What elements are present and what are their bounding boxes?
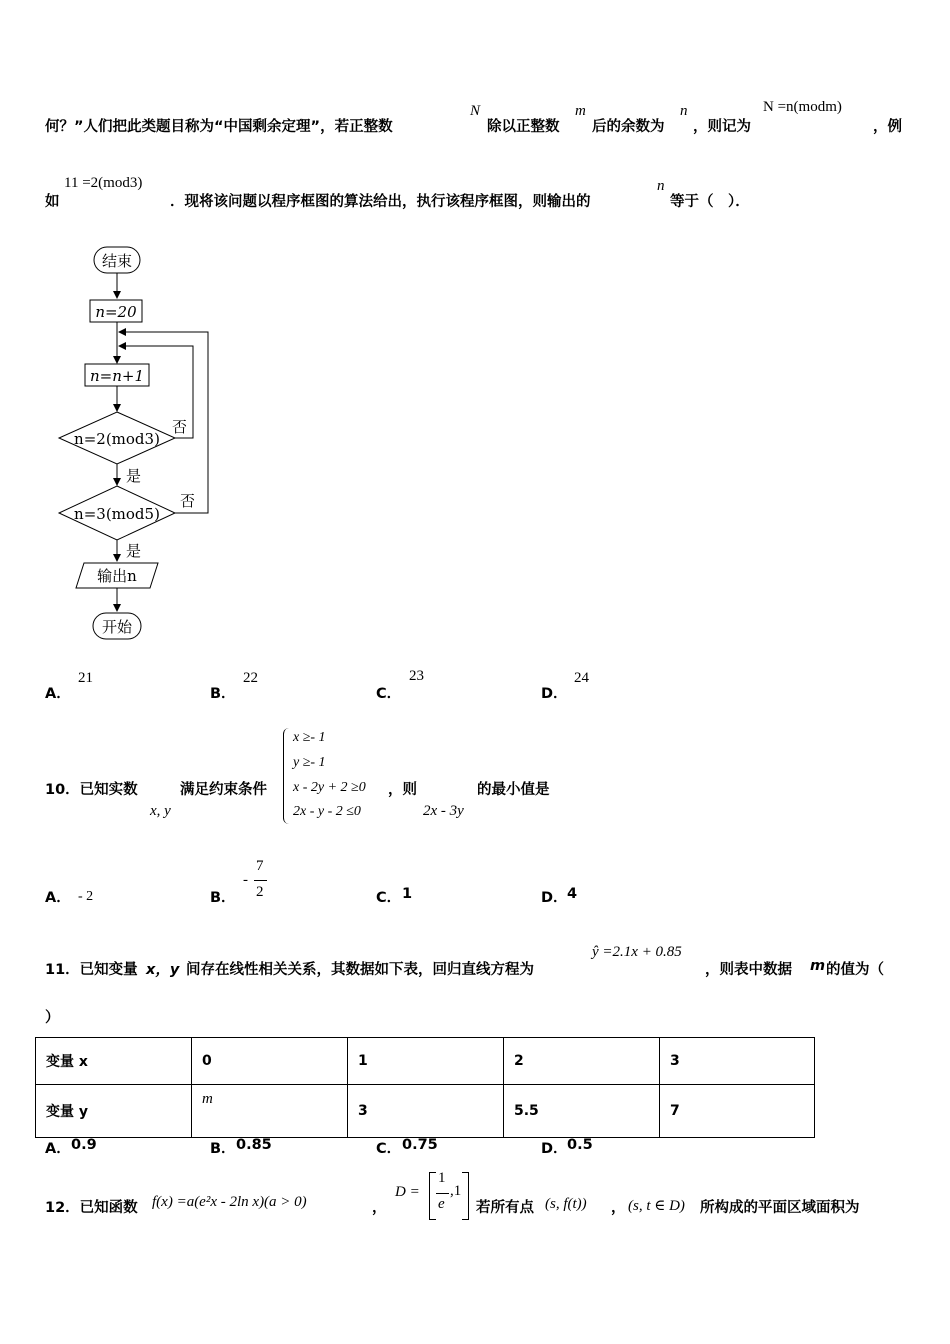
q10-option-b-label: B． <box>210 890 236 906</box>
q10-text-c: ，则 <box>388 782 417 798</box>
table-cell: 变量 x <box>36 1038 192 1085</box>
flow-no2-label: 否 <box>180 492 196 510</box>
q12-domain-den: e <box>438 1196 445 1212</box>
q9-option-a-value: 21 <box>78 670 93 686</box>
q9-line2-text-a: 如 <box>45 194 60 210</box>
q11-data-table <box>35 1037 815 1138</box>
q12-cond: (s, t ∈ D) <box>628 1198 685 1214</box>
q12-func: f(x) =a(e²x - 2ln x)(a > 0) <box>152 1194 307 1210</box>
q12-domain-fraction-bar <box>436 1193 449 1194</box>
q9-option-c-label: C． <box>376 686 402 702</box>
q9-var-n: n <box>680 103 688 119</box>
table-cell: 变量 y <box>36 1085 192 1138</box>
table-cell: 2 <box>504 1038 660 1085</box>
flow-incr-label: n=n+1 <box>89 367 145 385</box>
flow-no1-label: 否 <box>172 418 188 436</box>
q10-text-d: 的最小值是 <box>477 782 550 798</box>
q11-option-d-label: D． <box>541 1141 568 1157</box>
q10-text-b: 满足约束条件 <box>180 782 267 798</box>
q11-option-a-value: 0.9 <box>71 1137 97 1153</box>
q10-brace <box>283 728 290 824</box>
table-cell: 0 <box>192 1038 348 1085</box>
q12-sep: ， <box>372 1200 387 1216</box>
q9-line1-text-a: 何？”人们把此类题目称为“中国剩余定理”，若正整数 <box>45 119 393 135</box>
flow-cond2-label: n=3(mod5) <box>74 505 160 523</box>
q10-option-d-label: D． <box>541 890 568 906</box>
table-cell: 7 <box>660 1085 815 1138</box>
q10-option-a-label: A． <box>45 890 71 906</box>
q10-option-b-den: 2 <box>256 884 264 900</box>
q12-point: (s, f(t)) <box>545 1196 587 1212</box>
q10-constraint-4: 2x - y - 2 ≤0 <box>293 804 361 819</box>
q9-option-b-value: 22 <box>243 670 258 686</box>
q9-line1-text-b: 除以正整数 <box>487 119 560 135</box>
q12-domain-num: 1 <box>438 1170 446 1186</box>
table-cell: m <box>192 1085 348 1138</box>
q12-text-a: 12．已知函数 <box>45 1200 138 1216</box>
q9-var-N: N <box>470 103 481 119</box>
flowchart <box>50 240 230 650</box>
flow-init-label: n=20 <box>95 303 137 321</box>
q10-option-c-label: C． <box>376 890 402 906</box>
q9-line1-text-e: ，例 <box>873 119 902 135</box>
q10-option-d-value: 4 <box>567 886 578 902</box>
q9-formula1: N =n(modm) <box>763 99 842 115</box>
q11-text-c: ，则表中数据 <box>705 962 792 978</box>
q10-option-b-sign: - <box>243 872 248 888</box>
q10-option-b-num: 7 <box>256 858 264 874</box>
flow-yes1-label: 是 <box>126 467 142 485</box>
q9-option-d-value: 24 <box>574 670 589 686</box>
q9-line2-text-c: 等于（ ）． <box>670 194 750 210</box>
q11-option-a-label: A． <box>45 1141 71 1157</box>
q11-text-d: 的值为（ <box>826 962 884 978</box>
q11-option-b-label: B． <box>210 1141 236 1157</box>
q12-domain-b: ,1 <box>450 1183 462 1199</box>
flow-yes2-label: 是 <box>126 542 142 560</box>
q9-option-a-label: A． <box>45 686 71 702</box>
q10-option-a-value: - 2 <box>78 889 94 904</box>
q11-option-c-label: C． <box>376 1141 402 1157</box>
q10-constraint-2: y ≥- 1 <box>293 755 326 770</box>
q11-text-a: 11．已知变量 <box>45 962 138 978</box>
q10-option-b-fraction-bar <box>254 880 267 881</box>
q12-domain-a: D = <box>395 1184 420 1200</box>
q11-option-c-value: 0.75 <box>402 1137 438 1153</box>
q12-right-bracket <box>462 1172 469 1220</box>
q10-option-c-value: 1 <box>402 886 413 902</box>
table-cell: 3 <box>348 1085 504 1138</box>
q9-line1-text-d: ，则记为 <box>693 119 751 135</box>
q9-var-n2: n <box>657 178 665 194</box>
q10-constraint-1: x ≥- 1 <box>293 730 326 745</box>
flow-output-label: 输出n <box>97 567 137 585</box>
q12-sep2: ， <box>611 1200 626 1216</box>
table-row <box>36 1038 815 1085</box>
q9-line2-text-b: ．现将该问题以程序框图的算法给出，执行该程序框图，则输出的 <box>170 194 591 210</box>
flow-end-label: 结束 <box>101 252 133 270</box>
flow-cond1-label: n=2(mod3) <box>74 430 160 448</box>
q9-option-d-label: D． <box>541 686 568 702</box>
q10-constraint-3: x - 2y + 2 ≥0 <box>293 780 366 795</box>
q11-var-m: m <box>810 958 826 974</box>
q10-expr: 2x - 3y <box>423 803 464 819</box>
q11-equation: ŷ =2.1x + 0.85 <box>592 944 682 960</box>
q9-option-b-label: B． <box>210 686 236 702</box>
q12-left-bracket <box>429 1172 436 1220</box>
q9-formula2: 11 =2(mod3) <box>64 175 143 191</box>
table-row <box>36 1085 815 1138</box>
q10-vars: x, y <box>150 803 171 819</box>
q11-text-vars: x，y <box>146 962 180 978</box>
q9-option-c-value: 23 <box>409 668 424 684</box>
q11-text-b: 间存在线性相关关系，其数据如下表，回归直线方程为 <box>186 962 534 978</box>
q11-option-b-value: 0.85 <box>236 1137 272 1153</box>
table-cell: 5.5 <box>504 1085 660 1138</box>
q9-var-m: m <box>575 103 586 119</box>
q12-text-c: 所构成的平面区域面积为 <box>700 1200 860 1216</box>
q11-text-e: ） <box>45 1010 60 1026</box>
q12-text-b: 若所有点 <box>476 1200 534 1216</box>
table-cell: 3 <box>660 1038 815 1085</box>
flow-start-label: 开始 <box>101 618 133 636</box>
table-cell: 1 <box>348 1038 504 1085</box>
q11-option-d-value: 0.5 <box>567 1137 593 1153</box>
q9-line1-text-c: 后的余数为 <box>592 119 665 135</box>
q10-text-a: 10．已知实数 <box>45 782 138 798</box>
